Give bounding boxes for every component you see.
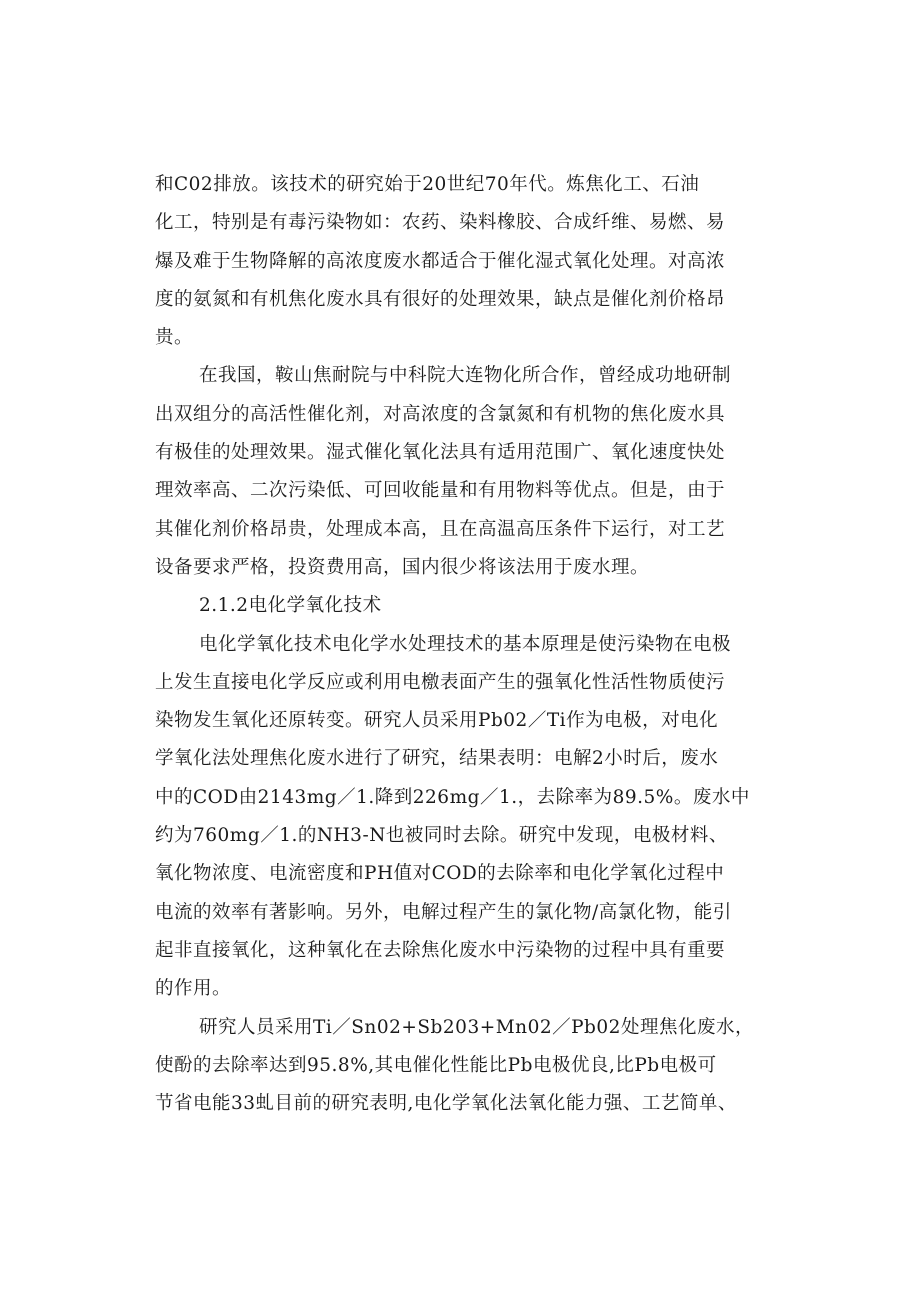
- text-line: 研究人员采用Ti／Sn02+Sb203+Mn02／Pb02处理焦化废水，: [199, 1016, 754, 1038]
- text-line: 度的氨氮和有机焦化废水具有很好的处理效果，缺点是催化剂价格昂: [155, 288, 726, 310]
- text-line: 起非直接氧化，这种氧化在去除焦化废水中污染物的过程中具有重要: [155, 939, 726, 961]
- paragraph-3: [155, 626, 767, 1009]
- text-line: 使酚的去除率达到95.8%,其电催化性能比Pb电极优良,比Pb电极可: [155, 1054, 717, 1076]
- text-line: 设备要求严格，投资费用高，国内很少将该法用于废水理。: [155, 556, 650, 578]
- text-line: 染物发生氧化还原转变。研究人员采用Pb02／Ti作为电极，对电化: [155, 710, 719, 732]
- text-line: 理效率高、二次污染低、可回收能量和有用物料等优点。但是，由于: [155, 480, 726, 502]
- text-line: 其催化剂价格昂贵，处理成本高，且在高温高压条件下运行，对工艺: [155, 518, 726, 540]
- text-line: 学氧化法处理焦化废水进行了研究，结果表明：电解2小时后，废水: [155, 748, 719, 770]
- text-line: 和C02排放。该技术的研究始于20世纪70年代。炼焦化工、石油: [155, 174, 700, 195]
- text-line: 出双组分的高活性催化剂，对高浓度的含氯氮和有机物的焦化废水具: [155, 403, 726, 425]
- text-line: 的作用。: [155, 978, 232, 1000]
- paragraph-4: [155, 1009, 767, 1124]
- text-line: 有极佳的处理效果。湿式催化氧化法具有适用范围广、氧化速度快处: [155, 442, 726, 464]
- text-line: 上发生直接电化学反应或利用电檄表面产生的强氧化性活性物质使污: [155, 671, 726, 693]
- paragraph-1: [155, 166, 767, 357]
- text-line: 贵。: [155, 327, 194, 349]
- text-line: 爆及难于生物降解的高浓度废水都适合于催化湿式氧化处理。对高浓: [155, 250, 726, 272]
- text-line: 电化学氧化技术电化学水处理技术的基本原理是使污染物在电极: [199, 633, 732, 655]
- paragraph-2: [155, 357, 767, 587]
- section-heading: [155, 587, 767, 625]
- heading-text: 2.1.2电化学氧化技术: [199, 595, 382, 617]
- body-text: [155, 166, 767, 1123]
- text-line: 节省电能33虬目前的研究表明,电化学氧化法氧化能力强、工艺简单、: [155, 1093, 737, 1115]
- text-line: 电流的效率有著影响。另外，电解过程产生的氯化物/高氯化物，能引: [155, 901, 732, 923]
- text-line: 在我国，鞍山焦耐院与中科院大连物化所合作，曾经成功地研制: [199, 365, 732, 387]
- text-line: 约为760mg／1.的NH3-N也被同时去除。研究中发现，电极材料、: [155, 825, 728, 847]
- text-line: 氧化物浓度、电流密度和PH值对COD的去除率和电化学氧化过程中: [155, 863, 725, 885]
- text-line: 中的COD由2143mg／1.降到226mg／1.，去除率为89.5%。废水中: [155, 786, 750, 808]
- text-line: 化工，特别是有毒污染物如：农药、染料橡胶、合成纤维、易燃、易: [155, 212, 726, 234]
